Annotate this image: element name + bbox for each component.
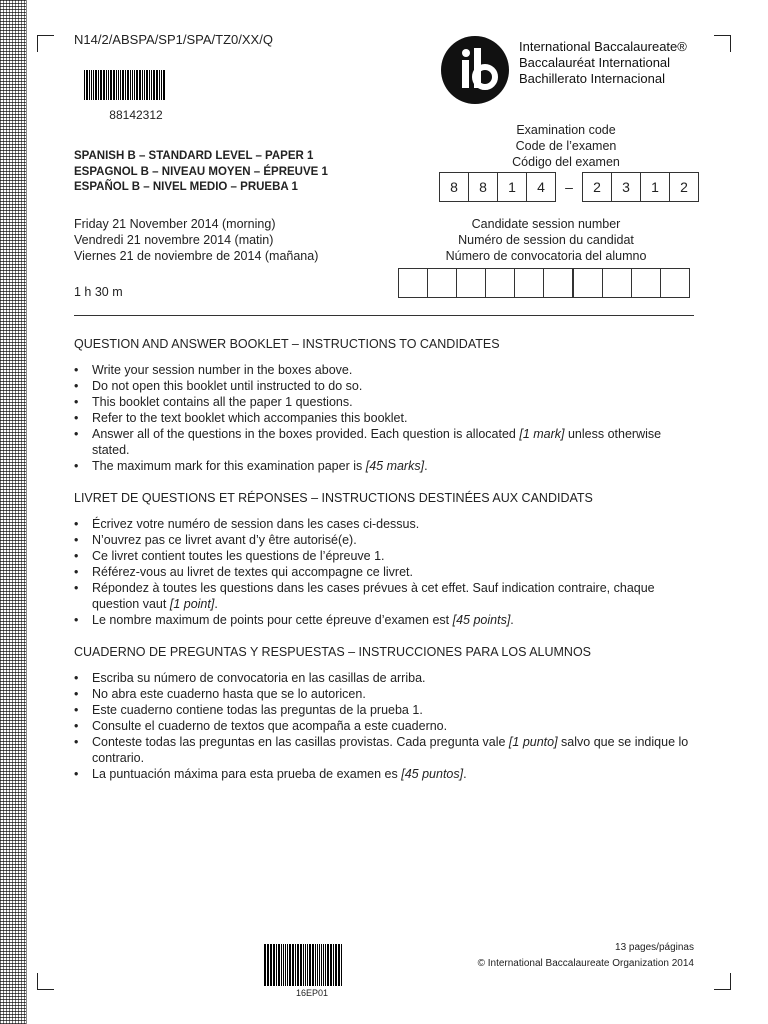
item-text: Write your session number in the boxes above. xyxy=(92,363,353,377)
item-text: The maximum mark for this examination paper is xyxy=(92,459,366,473)
barcode-bar xyxy=(89,70,90,100)
divider xyxy=(74,315,694,316)
barcode-bar xyxy=(267,944,269,986)
barcode-bar xyxy=(278,944,280,986)
list-item xyxy=(74,378,699,394)
session-label-fr: Numéro de session du candidat xyxy=(458,233,634,247)
barcode-bar xyxy=(142,70,143,100)
item-text: Le nombre maximum de points pour cette épreuve d’examen est xyxy=(92,613,453,627)
item-text: N’ouvrez pas ce livret avant d’y être autorisé(e). xyxy=(92,533,357,547)
barcode-bar xyxy=(323,944,324,986)
copyright: © International Baccalaureate Organization 2014 xyxy=(477,958,694,969)
session-number-boxes[interactable] xyxy=(399,268,690,298)
barcode-bar xyxy=(110,70,112,100)
barcode-bar xyxy=(163,70,165,100)
top-barcode xyxy=(84,70,188,122)
barcode-bar xyxy=(106,70,107,100)
list-item xyxy=(74,516,699,532)
barcode-bar xyxy=(98,70,99,100)
barcode-bar xyxy=(307,944,308,986)
barcode-bar xyxy=(270,944,272,986)
corner-mark-br xyxy=(714,973,731,990)
barcode-bar xyxy=(333,944,334,986)
bottom-barcode xyxy=(264,944,360,998)
mark-note: [1 punto] xyxy=(508,735,558,749)
item-tail: unless otherwise stated. xyxy=(92,427,662,457)
barcode-bar xyxy=(303,944,304,986)
exam-code-digit: 8 xyxy=(439,172,469,202)
barcode-bar xyxy=(139,70,141,100)
item-text: Conteste todas las preguntas en las casillas provistas. Cada pregunta vale xyxy=(92,735,509,749)
barcode-bar xyxy=(319,944,320,986)
barcode-bar xyxy=(134,70,135,100)
barcode-bar xyxy=(153,70,155,100)
list-item xyxy=(74,564,699,580)
barcode-bar xyxy=(125,70,126,100)
barcode-bar xyxy=(264,944,266,986)
item-text: Este cuaderno contiene todas las preguntas de la prueba 1. xyxy=(92,703,423,717)
perforated-edge xyxy=(0,0,26,1024)
corner-mark-tl xyxy=(37,35,54,52)
barcode-bar xyxy=(305,944,306,986)
instructions-fr xyxy=(74,516,699,628)
barcode-bar xyxy=(276,944,277,986)
list-item: • The maximum mark for this examination paper is [45 marks]. xyxy=(74,458,699,474)
item-text: Ce livret contient toutes les questions de l’épreuve 1. xyxy=(92,549,385,563)
barcode-bar xyxy=(116,70,117,100)
barcode-bar xyxy=(95,70,97,100)
session-box[interactable] xyxy=(543,268,574,298)
section-heading-fr: LIVRET DE QUESTIONS ET RÉPONSES – INSTRUCTIONS DESTINÉES AUX CANDIDATS xyxy=(74,491,593,505)
session-box[interactable] xyxy=(602,268,632,298)
barcode-bar xyxy=(144,70,145,100)
session-box[interactable] xyxy=(660,268,690,298)
barcode-bar xyxy=(327,944,329,986)
item-text: Answer all of the questions in the boxes provided. Each question is allocated xyxy=(92,427,520,441)
section-heading-en: QUESTION AND ANSWER BOOKLET – INSTRUCTIONS TO CANDIDATES xyxy=(74,337,500,351)
exam-code-digit: 8 xyxy=(468,172,498,202)
barcode-bar xyxy=(161,70,162,100)
item-text: Répondez à toutes les questions dans les cases prévues à cet effet. Sauf indication contraire, chaque question vaut xyxy=(92,581,655,611)
barcode-number: 88142312 xyxy=(109,108,163,122)
max-mark: [45 marks] xyxy=(365,459,425,473)
barcode-bar xyxy=(146,70,148,100)
session-box[interactable] xyxy=(514,268,544,298)
barcode-bar xyxy=(91,70,92,100)
list-item xyxy=(74,362,699,378)
barcode-bar xyxy=(156,70,158,100)
ib-name-fr: Baccalauréat International xyxy=(519,55,671,70)
ib-name-en: International Baccalaureate® xyxy=(519,39,687,54)
list-item xyxy=(74,426,699,458)
barcode-bar xyxy=(335,944,337,986)
bottom-barcode-label: 16EP01 xyxy=(295,988,329,998)
barcode-bar xyxy=(132,70,133,100)
exam-code-digit: 2 xyxy=(669,172,699,202)
session-label-en: Candidate session number xyxy=(471,217,621,231)
session-labels xyxy=(426,216,666,264)
barcode-bar xyxy=(341,944,342,986)
item-text: Consulte el cuaderno de textos que acompaña a este cuaderno. xyxy=(92,719,448,733)
item-text: Écrivez votre numéro de session dans les cases ci-dessus. xyxy=(92,517,420,531)
barcode-bar xyxy=(283,944,284,986)
item-text: Escriba su número de convocatoria en las casillas de arriba. xyxy=(92,671,426,685)
page-count: 13 pages/páginas xyxy=(615,942,694,953)
barcode-bar xyxy=(120,70,121,100)
list-item: • La puntuación máxima para esta prueba de examen es [45 puntos]. xyxy=(74,766,699,782)
edge-line xyxy=(26,0,27,1024)
document-code: N14/2/ABSPA/SP1/SPA/TZ0/XX/Q xyxy=(74,32,273,47)
barcode-bar xyxy=(127,70,129,100)
duration: 1 h 30 m xyxy=(74,285,123,299)
list-item xyxy=(74,686,699,702)
barcode-bar xyxy=(330,944,332,986)
barcode-bar xyxy=(281,944,282,986)
mark-note: [1 mark] xyxy=(519,427,565,441)
barcode-bar xyxy=(113,70,115,100)
session-box[interactable] xyxy=(427,268,457,298)
barcode-bar xyxy=(130,70,131,100)
barcode-bar xyxy=(292,944,294,986)
mark-note: [1 point] xyxy=(169,597,215,611)
ib-name-es: Bachillerato Internacional xyxy=(519,71,665,86)
barcode-bar xyxy=(321,944,322,986)
list-item xyxy=(74,718,699,734)
exam-code-label-es: Código del examen xyxy=(512,155,620,169)
barcode-bar xyxy=(289,944,291,986)
barcode-bar xyxy=(108,70,109,100)
ib-logo xyxy=(441,36,509,104)
item-text: This booklet contains all the paper 1 questions. xyxy=(92,395,353,409)
barcode-bars xyxy=(84,70,188,100)
session-box[interactable] xyxy=(398,268,428,298)
item-text: Refer to the text booklet which accompanies this booklet. xyxy=(92,411,408,425)
ib-name-block xyxy=(519,39,687,87)
barcode-bar xyxy=(338,944,340,986)
barcode-bar xyxy=(325,944,326,986)
barcode-bar xyxy=(159,70,160,100)
barcode-bars xyxy=(264,944,360,986)
exam-dates xyxy=(74,216,318,264)
section-heading-es: CUADERNO DE PREGUNTAS Y RESPUESTAS – INSTRUCCIONES PARA LOS ALUMNOS xyxy=(74,645,592,659)
session-label-es: Número de convocatoria del alumno xyxy=(445,249,647,263)
exam-code-digit: 4 xyxy=(526,172,556,202)
session-box[interactable] xyxy=(573,268,603,298)
barcode-bar xyxy=(287,944,288,986)
exam-code-dash: – xyxy=(565,179,573,195)
item-text: Référez-vous au livret de textes qui accompagne ce livret. xyxy=(92,565,413,579)
list-item: • Le nombre maximum de points pour cette épreuve d’examen est [45 points]. xyxy=(74,612,699,628)
barcode-bar xyxy=(273,944,275,986)
exam-code-digit: 1 xyxy=(640,172,670,202)
barcode-bar xyxy=(309,944,311,986)
barcode-bar xyxy=(315,944,316,986)
barcode-bar xyxy=(118,70,119,100)
corner-mark-tr xyxy=(714,35,731,52)
session-box[interactable] xyxy=(456,268,486,298)
exam-code-digit: 2 xyxy=(582,172,612,202)
paper-titles xyxy=(74,149,328,196)
barcode-bar xyxy=(300,944,302,986)
list-item xyxy=(74,394,699,410)
barcode-bar xyxy=(297,944,299,986)
instructions-es xyxy=(74,670,699,782)
barcode-bar xyxy=(136,70,138,100)
barcode-bar xyxy=(295,944,296,986)
barcode-bar xyxy=(93,70,94,100)
barcode-bar xyxy=(317,944,318,986)
title-en: SPANISH B – STANDARD LEVEL – PAPER 1 xyxy=(74,150,314,162)
exam-code-label-en: Examination code xyxy=(516,123,616,137)
barcode-bar xyxy=(312,944,314,986)
barcode-bar xyxy=(100,70,102,100)
title-fr: ESPAGNOL B – NIVEAU MOYEN – ÉPREUVE 1 xyxy=(74,165,328,178)
barcode-bar xyxy=(86,70,88,100)
item-text: La puntuación máxima para esta prueba de examen es xyxy=(92,767,402,781)
item-tail: salvo que se indique lo contrario. xyxy=(92,735,689,765)
barcode-bar xyxy=(84,70,85,100)
footer-info xyxy=(478,940,694,972)
barcode-bar xyxy=(285,944,286,986)
list-item xyxy=(74,548,699,564)
list-item xyxy=(74,702,699,718)
session-box[interactable] xyxy=(485,268,515,298)
exam-code-digit: 3 xyxy=(611,172,641,202)
list-item: • Répondez à toutes les questions dans les cases prévues à cet effet. Sauf indication contraire, chaque question vaut [1 point]. xyxy=(74,580,699,612)
ib-logo-glyph xyxy=(441,36,509,104)
exam-code-label-fr: Code de l’examen xyxy=(515,139,617,153)
date-es: Viernes 21 de noviembre de 2014 (mañana) xyxy=(74,249,319,263)
barcode-bar xyxy=(103,70,105,100)
exam-code-labels xyxy=(486,122,646,170)
list-item xyxy=(74,734,699,766)
barcode-bar xyxy=(149,70,150,100)
session-box[interactable] xyxy=(631,268,661,298)
date-en: Friday 21 November 2014 (morning) xyxy=(74,217,276,231)
max-mark: [45 puntos] xyxy=(401,767,464,781)
corner-mark-bl xyxy=(37,973,54,990)
exam-code-boxes xyxy=(440,172,699,202)
barcode-bar xyxy=(151,70,152,100)
list-item xyxy=(74,670,699,686)
item-text: Do not open this booklet until instructed to do so. xyxy=(92,379,363,393)
date-fr: Vendredi 21 novembre 2014 (matin) xyxy=(74,233,274,247)
max-mark: [45 points] xyxy=(452,613,511,627)
list-item xyxy=(74,532,699,548)
title-es: ESPAÑOL B – NIVEL MEDIO – PRUEBA 1 xyxy=(74,181,298,193)
instructions-en xyxy=(74,362,699,474)
item-text: No abra este cuaderno hasta que se lo autoricen. xyxy=(92,687,366,701)
exam-code-digit: 1 xyxy=(497,172,527,202)
list-item xyxy=(74,410,699,426)
barcode-bar xyxy=(122,70,124,100)
